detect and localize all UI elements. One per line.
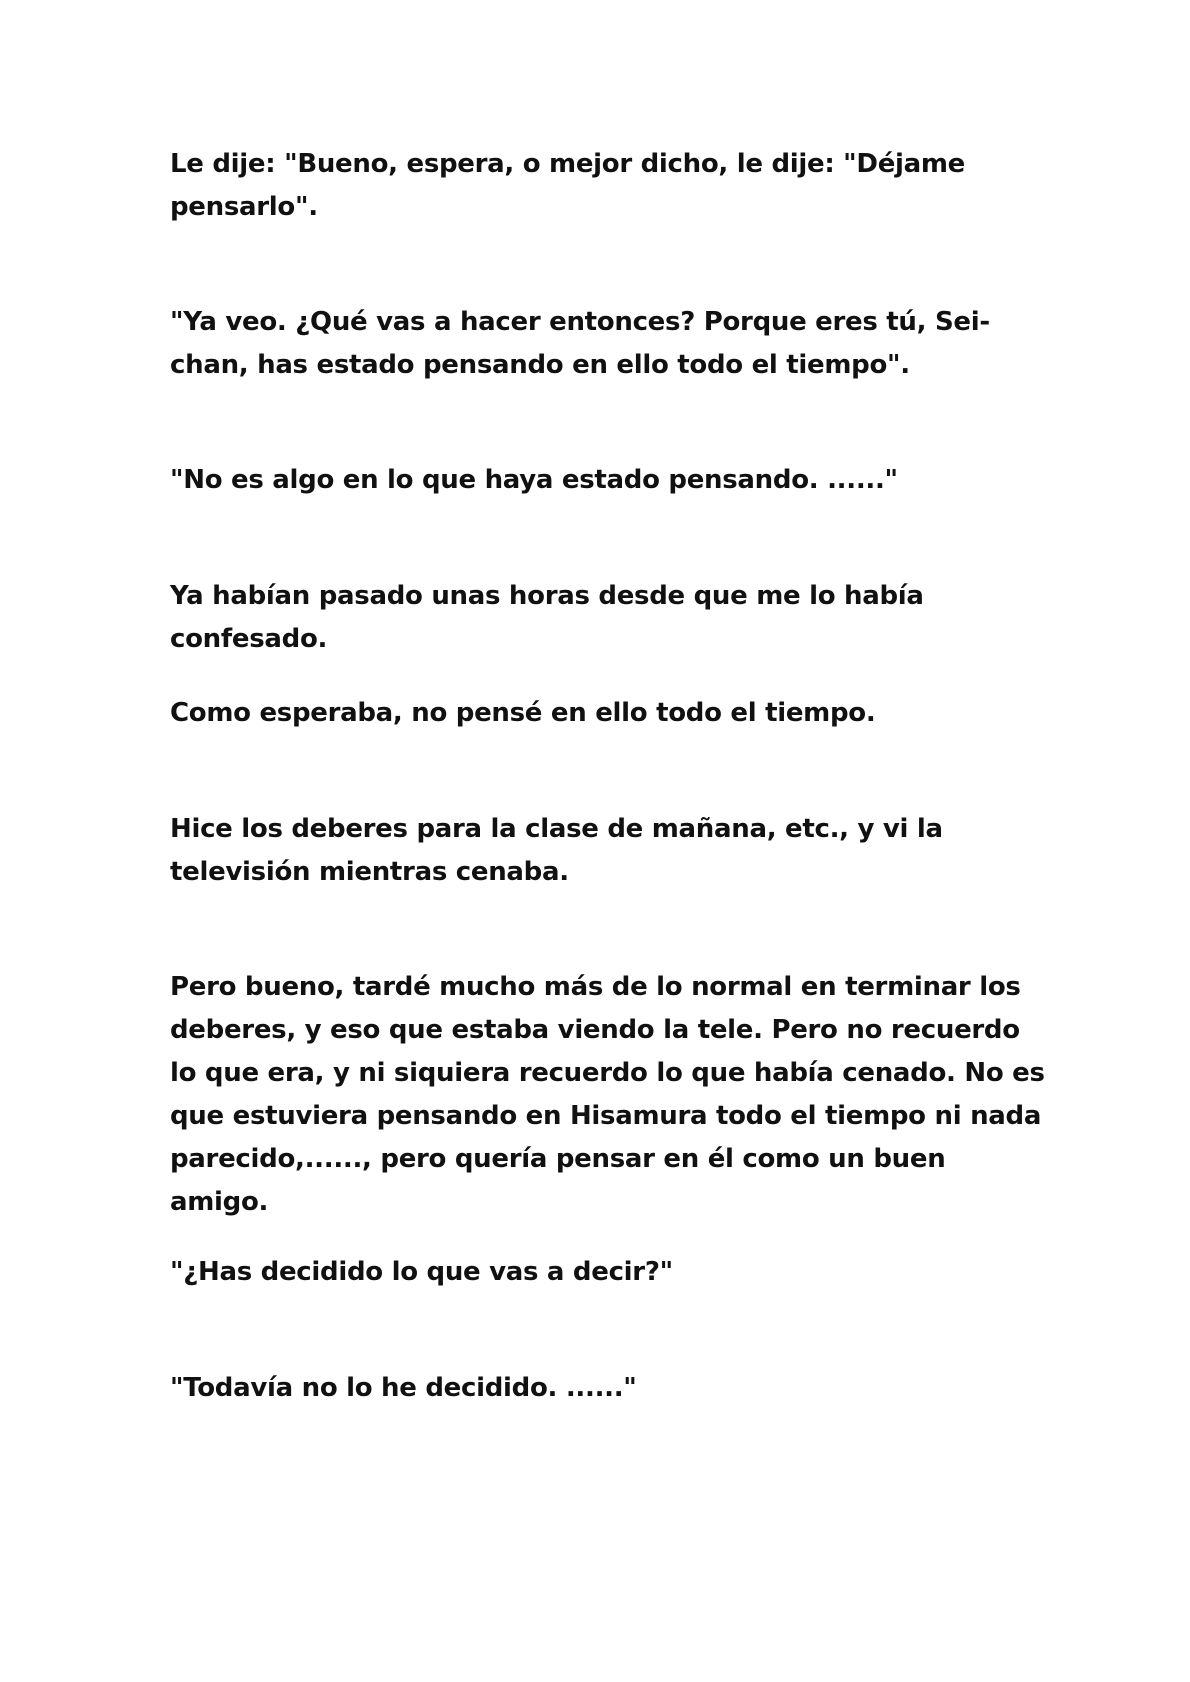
- paragraph-4: Ya habían pasado unas horas desde que me lo había confesado.: [170, 581, 924, 654]
- paragraph-1: Le dije: "Bueno, espera, o mejor dicho, le dije: "Déjame pensarlo".: [170, 149, 966, 222]
- paragraph-6: Hice los deberes para la clase de mañana, etc., y vi la televisión mientras cenaba.: [170, 814, 943, 887]
- paragraph-7: Pero bueno, tardé mucho más de lo normal en terminar los deberes, y eso que estaba viendo la tele. Pero no recuerdo lo que era, y ni siquiera recuerdo lo que había cenado. No es que estuviera pensando en Hisamura todo el tiempo ni nada parecido,......, pero quería pensar en él como un buen amigo.: [170, 972, 1045, 1217]
- paragraph-3: "No es algo en lo que haya estado pensando. ......": [170, 465, 898, 495]
- paragraph-5: Como esperaba, no pensé en ello todo el tiempo.: [170, 698, 876, 728]
- paragraph-2: "Ya veo. ¿Qué vas a hacer entonces? Porque eres tú, Sei-chan, has estado pensando en ello todo el tiempo".: [170, 307, 990, 380]
- paragraph-9: "Todavía no lo he decidido. ......": [170, 1373, 637, 1403]
- paragraph-8: "¿Has decidido lo que vas a decir?": [170, 1257, 673, 1287]
